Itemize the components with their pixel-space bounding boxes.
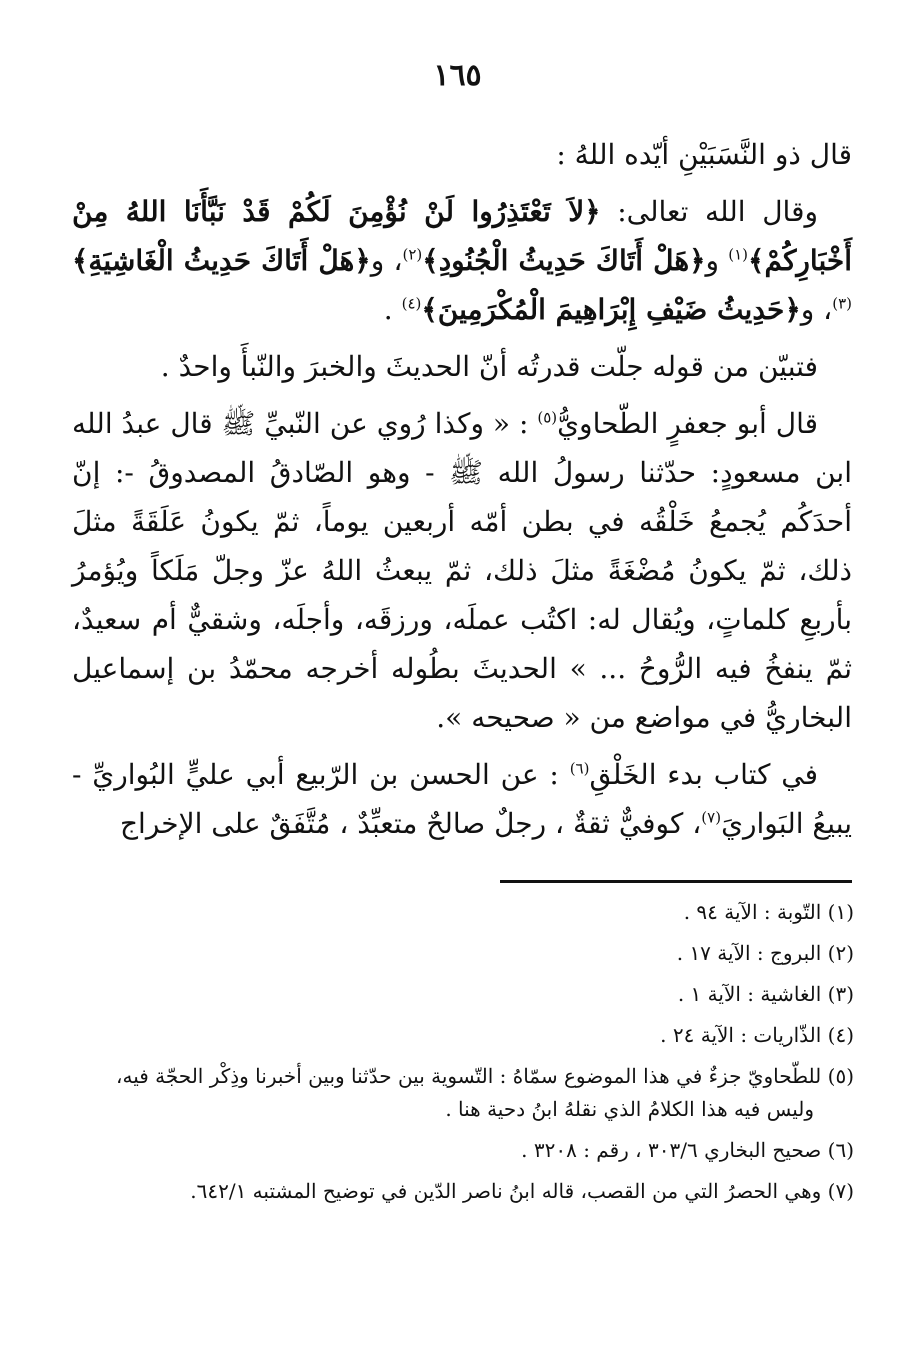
paragraph-conclusion: فتبيّن من قوله جلّت قدرتُه أنّ الحديثَ والخبرَ والنّبأَ واحدٌ . bbox=[160, 350, 818, 383]
footnote-1: (١) التّوبة : الآية ٩٤ . bbox=[683, 900, 854, 924]
footnote-ref-1: (١) bbox=[728, 245, 749, 264]
page-number: ١٦٥ bbox=[433, 58, 482, 93]
chain-text-b: : عن الحسن بن الرّبيع أبي عليٍّ البُواريِّ - يبيعُ البَواريَ bbox=[72, 758, 852, 840]
footnote-ref-5: (٥) bbox=[537, 408, 558, 427]
footnote-4: (٤) الذّاريات : الآية ٢٤ . bbox=[660, 1023, 854, 1047]
paragraph-intro: قال ذو النَّسَبَيْنِ أيّده اللهُ : bbox=[556, 138, 852, 171]
footnote-5-continuation: وليس فيه هذا الكلامُ الذي نقلهُ ابنُ دحية هنا . bbox=[445, 1097, 814, 1121]
conjunction-1: و bbox=[705, 244, 729, 277]
footnote-ref-4: (٤) bbox=[401, 294, 422, 313]
footnote-6: (٦) صحيح البخاري ٣٠٣/٦ ، رقم : ٣٢٠٨ . bbox=[521, 1138, 854, 1162]
paragraph-hadith bbox=[72, 399, 852, 742]
footnote-7: (٧) وهي الحصرُ التي من القصب، قاله ابنُ ناصر الدّين في توضيح المشتبه ٦٤٢/١. bbox=[190, 1179, 854, 1203]
conjunction-2: ، و bbox=[370, 244, 403, 277]
main-text bbox=[72, 130, 852, 856]
footnote-5-text: (٥) للطّحاويّ جزءٌ في هذا الموضوع سمّاهُ : التّسوية بين حدّثنا وبين أخبرنا وذِكْر الحجّة فيه، bbox=[116, 1064, 854, 1088]
quran-verse-1: ﴿لاَ تَعْتَذِرُوا لَنْ نُؤْمِنَ لَكُمْ قَدْ نَبَّأَنَا اللهُ مِنْ أَخْبَارِكُمْ﴾ bbox=[72, 195, 852, 277]
chain-text-a: في كتاب بدء الخَلْقِ bbox=[589, 758, 818, 791]
conjunction-3: ، و bbox=[800, 293, 833, 326]
quran-verse-4: ﴿حَدِيثُ ضَيْفِ إِبْرَاهِيمَ الْمُكْرَمِينَ﴾ bbox=[421, 293, 801, 326]
verses-end: . bbox=[383, 293, 402, 326]
footnote-ref-3: (٣) bbox=[832, 294, 852, 313]
footnote-ref-7: (٧) bbox=[701, 808, 722, 827]
footnote-ref-6: (٦) bbox=[569, 759, 590, 778]
footnote-ref-2: (٢) bbox=[402, 245, 423, 264]
hadith-text: : « وكذا رُوي عن النّبيِّ ﷺ قال عبدُ الله ابن مسعودٍ: حدّثنا رسولُ الله ﷺ - وهو الصّادقُ المصدوقُ -: إنّ أحدَكُم يُجمعُ خَلْقُه في بطن أمّه أربعين يوماً، ثمّ يكونُ عَلَقَةً مثلَ ذلك، ثمّ يكونُ مُضْغَةً مثلَ ذلك، ثمّ يبعثُ اللهُ عزّ وجلّ مَلَكاً ويُؤمرُ بأربعِ كلماتٍ، ويُقال له: اكتُب عملَه، ورزقَه، وأجلَه، وشقيٌّ أم سعيدٌ، ثمّ ينفخُ فيه الرُّوحُ ... » الحديثَ بطُوله أخرجه محمّدُ بن إسماعيل البخاريُّ في مواضع من « صحيحه ». bbox=[72, 407, 852, 734]
footnote-divider bbox=[500, 880, 852, 883]
paragraph-verses bbox=[72, 187, 852, 334]
paragraph-chain bbox=[72, 750, 852, 848]
quran-verse-3: ﴿هَلْ أَتَاكَ حَدِيثُ الْغَاشِيَةِ﴾ bbox=[72, 244, 371, 277]
quran-verse-2: ﴿هَلْ أَتَاكَ حَدِيثُ الْجُنُودِ﴾ bbox=[422, 244, 706, 277]
chain-text-c: ، كوفيٌّ ثقةٌ ، رجلٌ صالحٌ متعبِّدٌ ، مُتَّفَقٌ على الإخراج bbox=[119, 807, 702, 840]
hadith-narrator: قال أبو جعفرٍ الطّحاويُّ bbox=[557, 407, 819, 440]
footnote-3: (٣) الغاشية : الآية ١ . bbox=[677, 982, 854, 1006]
footnote-2: (٢) البروج : الآية ١٧ . bbox=[676, 941, 854, 965]
footnotes-section bbox=[74, 896, 854, 1216]
verses-intro: وقال الله تعالى: bbox=[600, 195, 818, 228]
footnote-5 bbox=[74, 1060, 854, 1126]
